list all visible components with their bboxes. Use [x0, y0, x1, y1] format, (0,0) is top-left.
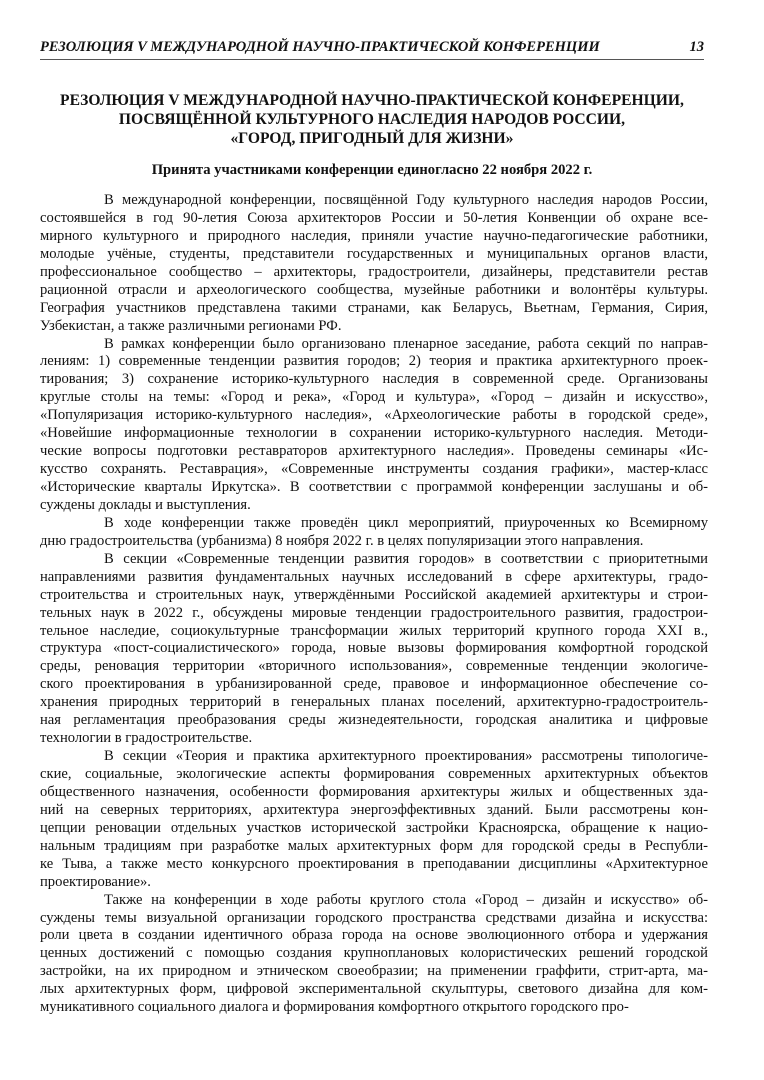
text-line: ского проектирования в урбанизированной среде, правовое и информационное обеспечение со- — [40, 676, 708, 693]
text-line: В ходе конференции также проведён цикл мероприятий, приуроченных ко Всемирному — [104, 514, 708, 531]
paragraph — [40, 551, 708, 748]
text-line: профессиональное сообщество – архитекторы, градостроители, дизайнеры, представители рестав — [40, 263, 708, 280]
text-line: лениям: 1) современные тенденции развития городов; 2) теория и практика архитектурного проек- — [40, 353, 708, 370]
text-line: тельное наследие, социокультурные трансформации жилых территорий крупного города XXI в., — [40, 622, 708, 639]
text-line: ке Тыва, а также место конкурсного проектирования в преподавании дисциплины «Архитектурное — [40, 855, 708, 872]
paragraph — [40, 748, 708, 892]
text-line: кусство сохранять. Реставрация», «Современные инструменты создания графики», мастер-класс — [40, 461, 708, 478]
running-head-title: РЕЗОЛЮЦИЯ V МЕЖДУНАРОДНОЙ НАУЧНО-ПРАКТИЧЕСКОЙ КОНФЕРЕНЦИИ — [40, 39, 600, 55]
text-line: нальным традициям при разработке малых архитектурных форм для городской среды в Республи- — [40, 837, 708, 854]
text-line: ские, социальные, экологические аспекты формирования современных архитектурных объектов — [40, 766, 708, 782]
text-line: В рамках конференции было организовано пленарное заседание, работа секций по направ- — [104, 335, 708, 352]
text-line: строительства и строительных наук, утверждёнными Российской академией архитектуры и строи- — [40, 586, 708, 603]
document-title — [40, 91, 704, 148]
running-head — [40, 38, 704, 56]
text-line: молодые учёные, студенты, представители государственных и муниципальных органов власти, — [40, 245, 708, 262]
text-line: проектирование». — [40, 873, 151, 890]
text-line: структура «пост-социалистического» города, новые вызовы формирования комфортной городской — [40, 640, 708, 657]
text-line: ценных достижений с помощью создания крупноплановых колористических решений городской — [40, 945, 708, 962]
text-line: среды, реновация территории «вторичного использования», современные тенденции экологиче- — [40, 658, 708, 675]
title-line: ПОСВЯЩЁННОЙ КУЛЬТУРНОГО НАСЛЕДИЯ НАРОДОВ РОССИИ, — [118, 111, 626, 128]
text-line: «Новейшие информационные технологии в сохранении историко-культурного наследия. Методи- — [40, 425, 708, 442]
text-line: ная регламентация преобразования среды жизнедеятельности, городская аналитика и цифровые — [40, 712, 708, 729]
text-line: «Исторические кварталы Иркутска». В соответствии с программой конференции заслушаны и об- — [40, 479, 708, 495]
text-line: тельных наук в 2022 г., обсуждены мировые тенденции градостроительного развития, градострои- — [40, 604, 708, 621]
paragraph — [40, 336, 708, 515]
paragraph — [40, 515, 708, 551]
title-line: «ГОРОД, ПРИГОДНЫЙ ДЛЯ ЖИЗНИ» — [230, 130, 514, 147]
header-rule — [40, 59, 704, 60]
text-line: застройки, на их природном и этническом своеобразии; на применении граффити, стрит-арта, ма- — [40, 963, 708, 980]
text-line: В секции «Теория и практика архитектурного проектирования» рассмотрены типологиче- — [104, 748, 708, 765]
text-line: суждены доклады и выступления. — [40, 496, 251, 513]
text-line: ческие вопросы подготовки реставраторов архитектурного наследия». Проведены семинары «Ис- — [40, 443, 708, 460]
text-line: круглые столы на темы: «Город и река», «Город и культура», «Город – дизайн и искусство», — [40, 389, 708, 406]
text-line: роли цвета в создании идентичного образа города на основе эволюционного отбора и удержания — [40, 927, 708, 944]
text-line: дню градостроительства (урбанизма) 8 ноября 2022 г. в целях популяризации этого направления. — [40, 532, 644, 549]
text-line: В международной конференции, посвящённой Году культурного наследия народов России, — [104, 192, 708, 208]
text-line: хранения природных территорий в генеральных планах поселений, архитектурно-градостроитель- — [40, 694, 708, 711]
title-line: РЕЗОЛЮЦИЯ V МЕЖДУНАРОДНОЙ НАУЧНО-ПРАКТИЧЕСКОЙ КОНФЕРЕНЦИИ, — [60, 92, 684, 109]
text-line: технологии в градостроительстве. — [40, 730, 253, 747]
text-line: В секции «Современные тенденции развития городов» в соответствии с приоритетными — [104, 550, 708, 567]
text-line: общественного назначения, особенности формирования архитектуры жилых и общественных зда- — [40, 783, 708, 800]
text-line: тирования; 3) сохранение историко-культурного наследия в современной среде. Организованы — [40, 371, 708, 388]
adoption-note: Принята участниками конференции единогласно 22 ноября 2022 г. — [151, 162, 593, 178]
text-line: муникативного социального диалога и формирования комфортного открытого городского про- — [40, 999, 629, 1016]
text-line: цепции реновации отдельных участков исторической застройки Красноярска, обращение к нацио- — [40, 819, 708, 836]
text-line: ний на северных территориях, архитектура энергоэффективных зданий. Были рассмотрены кон- — [40, 801, 708, 818]
page-number: 13 — [689, 39, 704, 55]
text-line: рационной отрасли и археологического сообщества, музейные работники и волонтёры культуры. — [40, 281, 708, 298]
text-line: направлениями развития фундаментальных научных исследований в сфере архитектуры, градо- — [40, 568, 708, 585]
text-line: лых архитектурных форм, цифровой экспериментальной скульптуры, светового дизайна для ком- — [40, 981, 708, 998]
text-line: Узбекистан, а также различными регионами РФ. — [40, 317, 342, 334]
text-line: состоявшейся в год 90-летия Союза архитекторов России и 50-летия Конвенции об охране все- — [40, 209, 708, 226]
paragraph — [40, 892, 708, 1018]
paragraph — [40, 192, 708, 336]
text-line: мирного культурного и природного наследия, приняли участие научно-педагогические работники, — [40, 227, 708, 244]
text-line: Также на конференции в ходе работы круглого стола «Город – дизайн и искусство» об- — [104, 891, 708, 908]
text-line: суждены темы визуальной организации городского пространства средствами дизайна и искусства: — [40, 909, 708, 926]
text-line: География участников представлена такими странами, как Беларусь, Вьетнам, Германия, Сирия, — [40, 299, 708, 316]
body-text — [40, 192, 708, 1017]
text-line: «Популяризация историко-культурного наследия», «Археологические работы в городской среде», — [40, 407, 708, 424]
